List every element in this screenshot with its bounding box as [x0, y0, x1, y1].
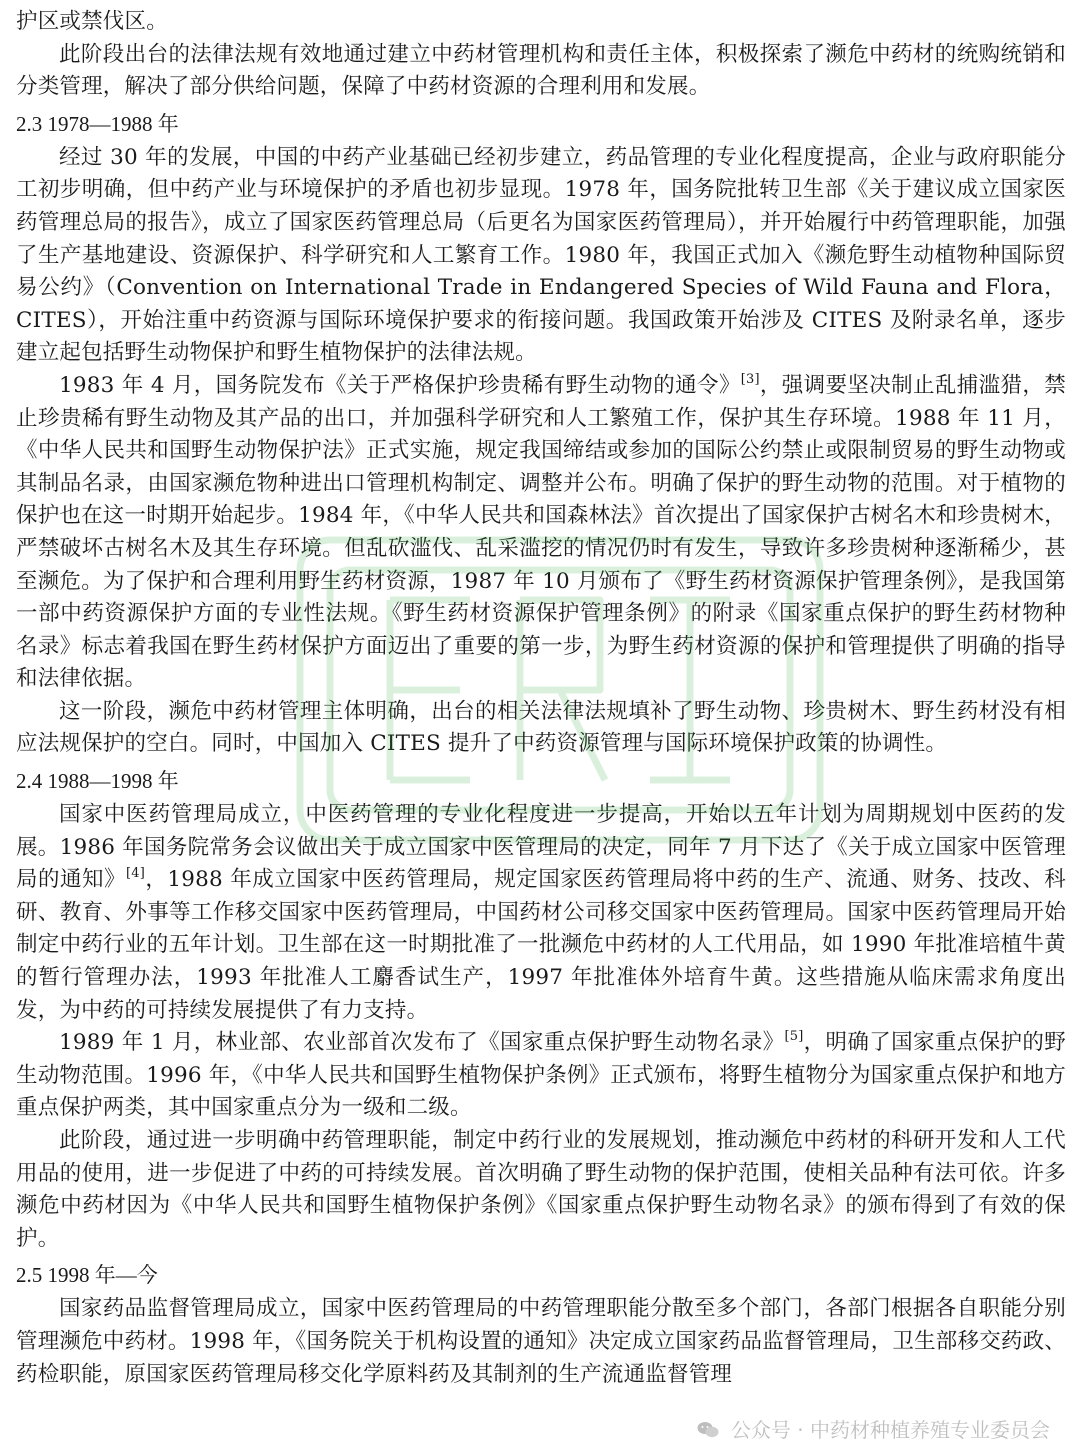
paragraph-continuation: 护区或禁伐区。 [16, 9, 168, 34]
citation-ref-4: [4] [126, 866, 146, 882]
citation-ref-3: [3] [740, 371, 760, 387]
footer-watermark [697, 1414, 1050, 1443]
paragraph-summary-2-2: 此阶段出台的法律法规有效地通过建立中药材管理机构和责任主体，积极探索了濒危中药材的统购统销和分类管理，解决了部分供给问题，保障了中药材资源的合理利用和发展。 [16, 41, 1066, 100]
paragraph-2-3-wildlife [16, 370, 1066, 696]
paragraph-2-4-wildlife-rest: ，明确了国家重点保护的野生动物范围。1996 年，《中华人民共和国野生植物保护条例》正式颁布，将野生植物分为国家重点保护和地方重点保护两类，其中国家重点分为一级和二级。 [16, 1030, 1067, 1121]
paragraph-2-4-wildlife-start: 1989 年 1 月，林业部、农业部首次发布了《国家重点保护野生动物名录》 [59, 1030, 785, 1056]
paragraph-2-4-overview [16, 799, 1066, 1027]
wechat-icon [697, 1421, 719, 1439]
paragraph-2-4-overview-start: 国家中医药管理局成立，中医药管理的专业化程度进一步提高，开始以五年计划为周期规划中医药的发展。1986 年国务院常务会议做出关于成立国家中医管理局的决定，同年 7 月下达了《关于成立国家中医管理局的通知》 [16, 802, 1066, 893]
paragraph-2-3-wildlife-start: 1983 年 4 月，国务院发布《关于严格保护珍贵稀有野生动物的通令》 [59, 372, 741, 398]
paragraph-2-3-overview: 经过 30 年的发展，中国的中药产业基础已经初步建立，药品管理的专业化程度提高，企业与政府职能分工初步明确，但中药产业与环境保护的矛盾也初步显现。1978 年，国务院批转卫生部《关于建议成立国家医药管理总局的报告》，成立了国家医药管理总局（后更名为国家医药管理局），并开始履行中药管理职能，加强了生产基地建设、资源保护、科学研究和人工繁育工作。1980 年，我国正式加入《濒危野生动植物种国际贸易公约》（Convention on International Trade in Endangered Species of Wild Fauna and Flora，CITES），开始注重中药资源与国际环境保护要求的衔接问题。我国政策开始涉及 CITES 及附录名单，逐步建立起包括野生动物保护和野生植物保护的法律法规。 [16, 144, 1066, 366]
paragraph-2-4-summary: 此阶段，通过进一步明确中药管理职能，制定中药行业的发展规划，推动濒危中药材的科研开发和人工代用品的使用，进一步促进了中药的可持续发展。首次明确了野生动物的保护范围，使相关品种有法可依。许多濒危中药材因为《中华人民共和国野生植物保护条例》《国家重点保护野生动物名录》的颁布得到了有效的保护。 [16, 1128, 1066, 1251]
section-heading-2-4: 2.4 1988—1998 年 [16, 769, 179, 794]
paragraph-2-4-wildlife [16, 1027, 1066, 1125]
paragraph-2-3-wildlife-rest: ，强调要坚决制止乱捕滥猎，禁止珍贵稀有野生动物及其产品的出口，并加强科学研究和人工繁殖工作，保护其生存环境。1988 年 11 月，《中华人民共和国野生动物保护法》正式实施，规定我国缔结或参加的国际公约禁止或限制贸易的野生动物或其制品名录，由国家濒危物种进出口管理机构制定、调整并公布。明确了保护的野生动物的范围。对于植物的保护也在这一时期开始起步。1984 年，《中华人民共和国森林法》首次提出了国家保护古树名木和珍贵树木，严禁破坏古树名木及其生存环境。但乱砍滥伐、乱采滥挖的情况仍时有发生，导致许多珍贵树种逐渐稀少，甚至濒危。为了保护和合理利用野生药材资源，1987 年 10 月颁布了《野生药材资源保护管理条例》，是我国第一部中药资源保护方面的专业性法规。《野生药材资源保护管理条例》的附录《国家重点保护的野生药材物种名录》标志着我国在野生药材保护方面迈出了重要的第一步，为野生药材资源的保护和管理提供了明确的指导和法律依据。 [16, 372, 1067, 692]
document-page [16, 6, 1066, 1391]
paragraph-2-3-summary: 这一阶段，濒危中药材管理主体明确，出台的相关法律法规填补了野生动物、珍贵树木、野生药材没有相应法规保护的空白。同时，中国加入 CITES 提升了中药资源管理与国际环境保护政策的协调性。 [16, 698, 1066, 757]
footer-watermark-text: 公众号 · 中药材种植养殖专业委员会 [730, 1418, 1050, 1442]
section-heading-2-5: 2.5 1998 年—今 [16, 1263, 158, 1288]
citation-ref-5: [5] [784, 1029, 804, 1045]
paragraph-2-4-overview-rest: ，1988 年成立国家中医药管理局，规定国家医药管理局将中药的生产、流通、财务、技改、科研、教育、外事等工作移交国家中医药管理局，中国药材公司移交国家中医药管理局。国家中医药管理局开始制定中药行业的五年计划。卫生部在这一时期批准了一批濒危中药材的人工代用品，如 1990 年批准培植牛黄的暂行管理办法，1993 年批准人工麝香试生产，1997 年批准体外培育牛黄。这些措施从临床需求角度出发，为中药的可持续发展提供了有力支持。 [16, 867, 1066, 1023]
paragraph-2-5-overview: 国家药品监督管理局成立，国家中医药管理局的中药管理职能分散至多个部门，各部门根据各自职能分别管理濒危中药材。1998 年，《国务院关于机构设置的通知》决定成立国家药品监督管理局，卫生部移交药政、药检职能，原国家医药管理局移交化学原料药及其制剂的生产流通监督管理 [16, 1296, 1067, 1387]
section-heading-2-3: 2.3 1978—1988 年 [16, 111, 179, 136]
